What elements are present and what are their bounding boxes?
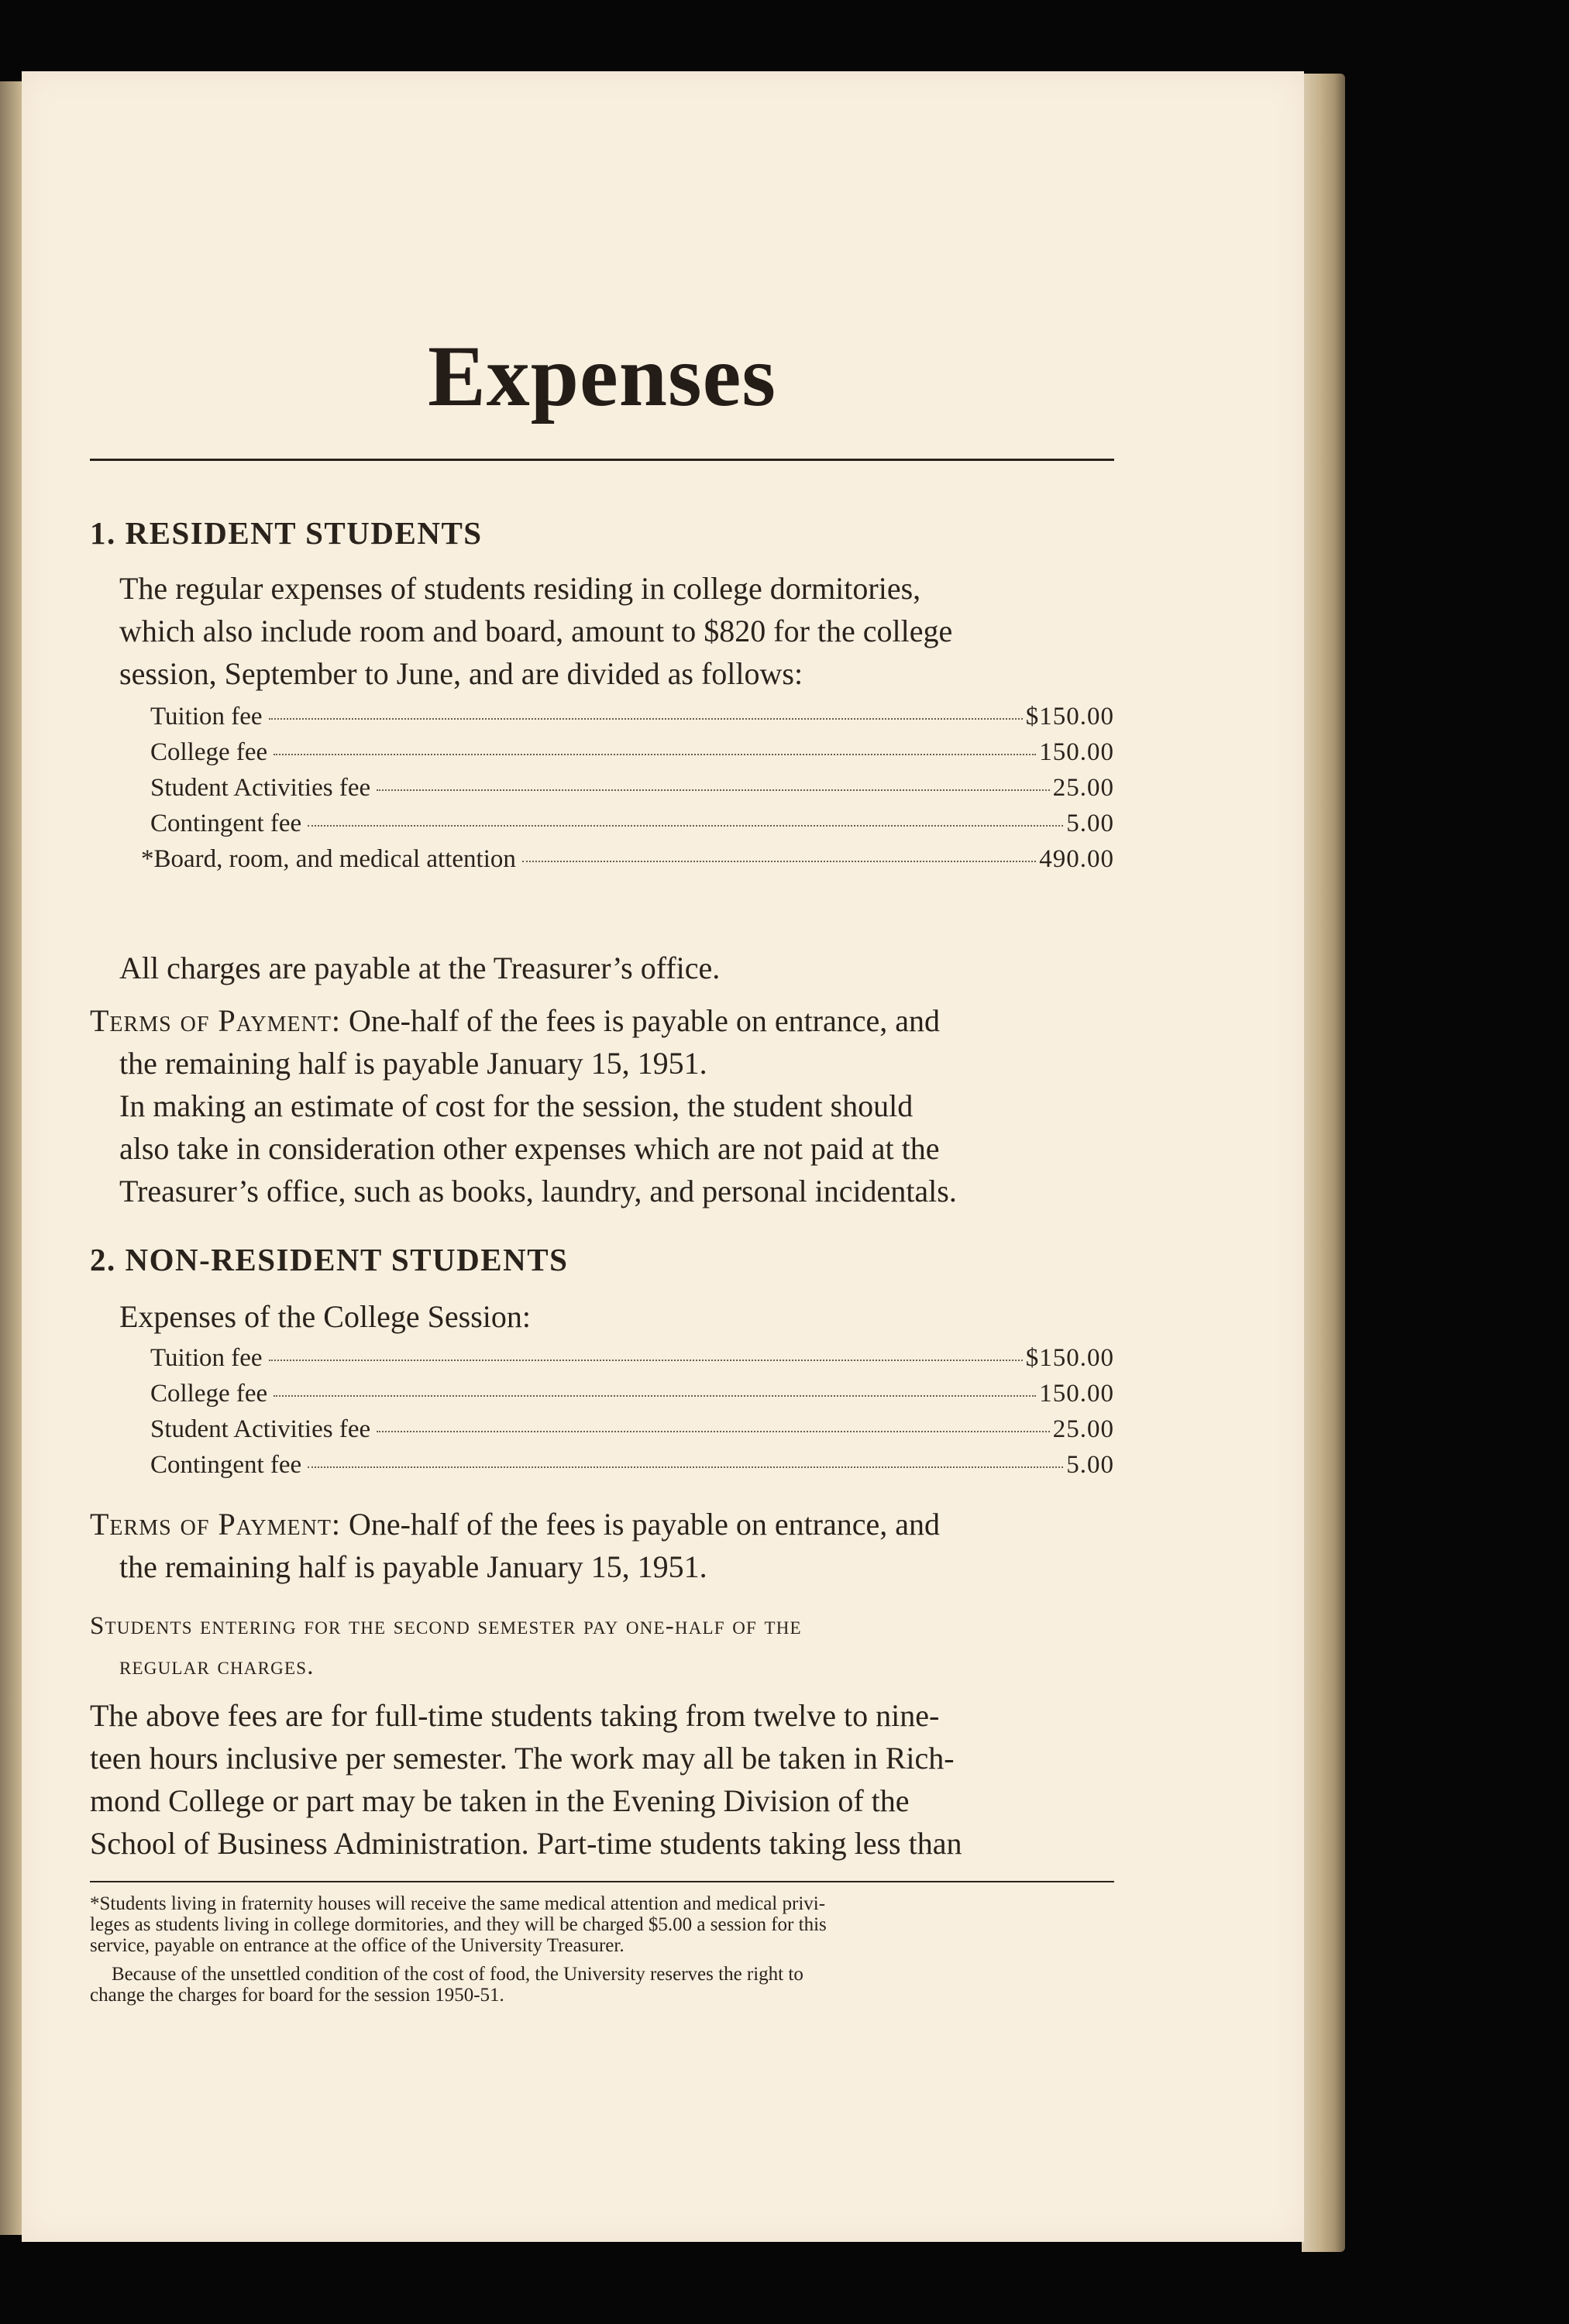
nonresident-terms-line-1 xyxy=(90,1503,1114,1545)
fee-amount: $150.00 xyxy=(1025,1344,1114,1372)
fee-label: Tuition fee xyxy=(150,1344,263,1372)
fee-amount: 5.00 xyxy=(1066,1451,1114,1479)
dot-leader xyxy=(274,1395,1036,1397)
fee-amount: 5.00 xyxy=(1066,810,1114,837)
fee-row xyxy=(150,1451,1114,1487)
book-page xyxy=(22,71,1304,2242)
resident-fee-table xyxy=(141,703,1114,881)
fee-amount: 490.00 xyxy=(1039,845,1114,873)
dot-leader xyxy=(377,789,1050,791)
fulltime-line-4: School of Business Administration. Part-time students taking less than xyxy=(90,1826,962,1861)
estimate-line-2: also take in consideration other expenses which are not paid at the xyxy=(119,1131,940,1166)
fee-label: Contingent fee xyxy=(150,1451,302,1479)
fulltime-line-2: teen hours inclusive per semester. The work may all be taken in Rich- xyxy=(90,1741,955,1776)
fee-amount: 150.00 xyxy=(1039,738,1114,766)
fee-amount: 25.00 xyxy=(1052,1415,1114,1443)
fee-label: Contingent fee xyxy=(150,810,302,837)
resident-students-heading: 1. RESIDENT STUDENTS xyxy=(90,515,483,551)
page-stack-edge xyxy=(1302,74,1345,2252)
nonresident-fee-table xyxy=(150,1344,1114,1487)
resident-terms-line-2: the remaining half is payable January 15, 1951. xyxy=(119,1046,707,1081)
fee-row xyxy=(150,703,1114,738)
estimate-line-3: Treasurer’s office, such as books, laundry, and personal incidentals. xyxy=(119,1174,957,1208)
footnote-fraternity-line-3: service, payable on entrance at the office of the University Treasurer. xyxy=(90,1935,625,1956)
resident-intro-line-2: which also include room and board, amount to $820 for the college xyxy=(119,614,953,648)
fee-amount: 150.00 xyxy=(1039,1380,1114,1408)
dot-leader xyxy=(269,718,1023,720)
second-semester-line-2: regular charges. xyxy=(119,1652,315,1680)
second-semester-line-1: Students entering for the second semester pay one-half of the xyxy=(90,1612,802,1640)
fee-label: *Board, room, and medical attention xyxy=(141,845,516,873)
fee-label: College fee xyxy=(150,738,268,766)
dot-leader xyxy=(308,825,1063,827)
fee-label: Student Activities fee xyxy=(150,774,371,802)
dot-leader xyxy=(269,1360,1023,1361)
fulltime-line-3: mond College or part may be taken in the Evening Division of the xyxy=(90,1783,910,1818)
terms-of-payment-label: Terms of Payment: xyxy=(90,1507,342,1542)
fee-row xyxy=(150,738,1114,774)
footnote-fraternity-line-1: *Students living in fraternity houses will receive the same medical attention and medical privi- xyxy=(90,1893,826,1914)
fulltime-line-1: The above fees are for full-time students taking from twelve to nine- xyxy=(90,1698,940,1733)
footnote-food-line-2: change the charges for board for the session 1950-51. xyxy=(90,1985,504,2006)
terms-of-payment-label: Terms of Payment: xyxy=(90,1003,342,1038)
nonresident-terms-line-2: the remaining half is payable January 15, 1951. xyxy=(119,1549,707,1584)
footnote-fraternity-line-2: leges as students living in college dormitories, and they will be charged $5.00 a session for this xyxy=(90,1914,827,1935)
estimate-line-1: In making an estimate of cost for the session, the student should xyxy=(119,1088,914,1123)
fee-amount: $150.00 xyxy=(1025,703,1114,731)
dot-leader xyxy=(308,1466,1063,1468)
resident-intro-line-1: The regular expenses of students residing in college dormitories, xyxy=(119,571,921,606)
resident-intro-line-3: session, September to June, and are divided as follows: xyxy=(119,656,803,691)
resident-terms-line-1 xyxy=(90,999,1114,1042)
fee-label: Tuition fee xyxy=(150,703,263,731)
terms-text: One-half of the fees is payable on entrance, and xyxy=(341,1003,941,1038)
fee-row xyxy=(150,1380,1114,1415)
fee-amount: 25.00 xyxy=(1052,774,1114,802)
page-title: Expenses xyxy=(428,328,776,425)
dot-leader xyxy=(377,1431,1050,1432)
fee-label: Student Activities fee xyxy=(150,1415,371,1443)
nonresident-intro: Expenses of the College Session: xyxy=(119,1299,532,1334)
fee-row xyxy=(150,810,1114,845)
dot-leader xyxy=(522,861,1036,862)
footnote-food-line-1: Because of the unsettled condition of the cost of food, the University reserves the right to xyxy=(112,1964,803,1985)
facing-page-edge xyxy=(0,81,22,2235)
fee-row xyxy=(150,774,1114,810)
footnote-rule xyxy=(90,1881,1114,1882)
title-rule xyxy=(90,459,1114,461)
nonresident-students-heading: 2. NON-RESIDENT STUDENTS xyxy=(90,1242,569,1277)
fee-label: College fee xyxy=(150,1380,268,1408)
terms-text: One-half of the fees is payable on entrance, and xyxy=(341,1507,941,1542)
payable-note: All charges are payable at the Treasurer’s office. xyxy=(119,951,721,985)
fee-row xyxy=(150,1344,1114,1380)
fee-row xyxy=(150,1415,1114,1451)
fee-row xyxy=(141,845,1114,881)
dot-leader xyxy=(274,754,1036,755)
